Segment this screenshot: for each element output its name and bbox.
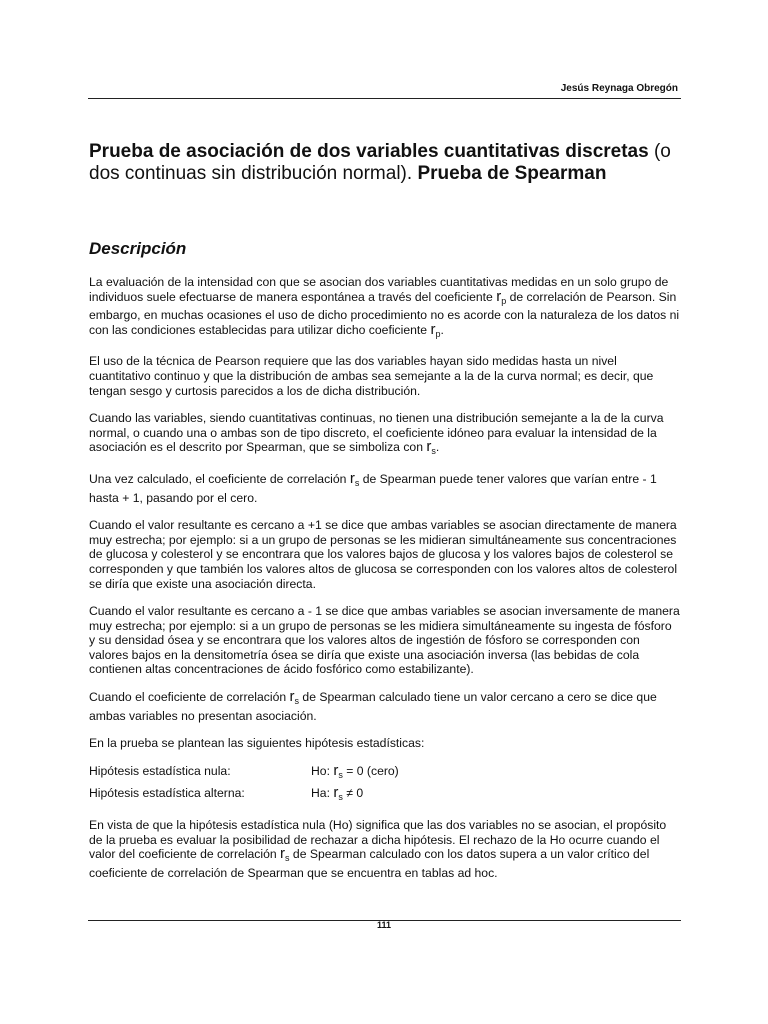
symbol-sub-s: s — [431, 446, 436, 457]
symbol-r: r — [333, 784, 339, 802]
paragraph-1 — [89, 275, 681, 341]
symbol-r: r — [496, 287, 502, 305]
hypothesis-alt-label: Hipótesis estadística alterna: — [89, 786, 245, 801]
hypotheses — [89, 761, 681, 805]
p7-text-b: de Spearman calculado tiene un valor cercano a cero se dice que ambas variables no presentan asociación. — [89, 690, 657, 723]
symbol-r: r — [430, 320, 436, 338]
title-part-1: Prueba de asociación de dos variables cuantitativas discretas — [89, 141, 649, 162]
symbol-r: r — [426, 438, 432, 456]
symbol-r: r — [349, 469, 355, 487]
symbol-r: r — [280, 845, 286, 863]
section-heading: Descripción — [89, 239, 187, 258]
hypothesis-alt-pre: Ha: — [311, 786, 334, 801]
paragraph-3 — [89, 411, 681, 459]
symbol-sub-s: s — [294, 696, 300, 707]
symbol-sub-s: s — [285, 853, 290, 864]
hypothesis-null-post: = 0 (cero) — [342, 763, 399, 778]
paragraph-6: Cuando el valor resultante es cercano a - 1 se dice que ambas variables se asocian inversamente de manera muy estrecha; por ejemplo: si a un grupo de personas se les midiera simultáneamente su ingesta de fósforo y su densidad ósea y se encontrara que los valores altos de ingestión de fósforo se corresponden con valores bajos en la densitometría ósea se diría que existe una asociación inversa (las bebidas de cola contienen altas concentraciones de ácido fosfórico como estabilizante). — [89, 604, 680, 677]
header-rule — [88, 98, 681, 99]
p9-text-b: de Spearman calculado con los datos supera a un valor crítico del coeficiente de correlación de Spearman que se encuentra en tablas ad hoc. — [89, 847, 650, 880]
symbol-r: r — [289, 688, 295, 706]
p1-text-c: . — [440, 322, 444, 337]
paragraph-9 — [89, 818, 681, 880]
symbol-sub-s: s — [338, 792, 343, 803]
symbol-r: r — [333, 761, 339, 779]
hypothesis-alt-post: ≠ 0 — [342, 786, 364, 801]
symbol-sub-s: s — [338, 769, 343, 780]
hypothesis-null — [89, 761, 681, 783]
paragraph-8: En la prueba se plantean las siguientes hipótesis estadísticas: — [89, 736, 425, 751]
title-part-2: (o dos continuas sin distribución normal). — [89, 141, 671, 184]
paragraph-4 — [89, 469, 681, 505]
hypothesis-null-pre: Ho: — [311, 763, 334, 778]
hypothesis-alt-value — [311, 786, 363, 805]
symbol-sub-p: p — [435, 328, 441, 339]
hypothesis-null-value — [311, 761, 399, 783]
p1-text-b: de correlación de Pearson. Sin embargo, en muchas ocasiones el uso de dicho procedimiento no es acorde con la naturaleza de los datos ni con las condiciones establecidas para utilizar dicho coeficiente — [89, 289, 680, 337]
paragraph-2: El uso de la técnica de Pearson requiere que las dos variables hayan sido medidas hasta un nivel cuantitativo continuo y que la distribución de ambas sea semejante a la de la curva normal; es decir, que tengan sesgo y curtosis parecidos a los de dicha distribución. — [89, 354, 654, 398]
hypothesis-alt — [89, 786, 681, 805]
header-author: Jesús Reynaga Obregón — [560, 83, 678, 94]
body-text — [89, 275, 681, 893]
page-title — [89, 141, 679, 185]
p4-text-a: Una vez calculado, el coeficiente de correlación — [89, 471, 350, 486]
hypothesis-null-label: Hipótesis estadística nula: — [89, 763, 231, 778]
p7-text-a: Cuando el coeficiente de correlación — [89, 690, 290, 705]
p1-text-a: La evaluación de la intensidad con que se asocian dos variables cuantitativas medidas en un solo grupo de individuos suele efectuarse de manera espontánea a través del coeficiente — [89, 275, 669, 304]
p3-text-b: . — [435, 440, 440, 455]
page-number: 111 — [376, 920, 392, 930]
symbol-sub-s: s — [354, 477, 360, 488]
paragraph-5: Cuando el valor resultante es cercano a +1 se dice que ambas variables se asocian directamente de manera muy estrecha; por ejemplo: si a un grupo de personas se les midieran simultáneamente sus concentraciones de glucosa y colesterol y se encontrara que los valores bajos de glucosa y los valores bajos de colesterol se corresponden y que también los valores altos de glucosa se corresponden con los valores altos de colesterol se diría que existe una asociación directa. — [89, 518, 678, 591]
p3-text-a: Cuando las variables, siendo cuantitativas continuas, no tienen una distribución semejante a la de la curva normal, o cuando una o ambas son de tipo discreto, el coeficiente idóneo para evaluar la intensidad de la asociación es el descrito por Spearman, que se simboliza con — [89, 411, 664, 455]
symbol-sub-p: p — [501, 295, 507, 306]
p4-text-b: de Spearman puede tener valores que varían entre - 1 hasta + 1, pasando por el cero. — [89, 471, 657, 505]
title-part-3: Prueba de Spearman — [417, 163, 607, 184]
p9-text-a: En vista de que la hipótesis estadística nula (Ho) significa que las dos variables no se asocian, el propósito de la prueba es evaluar la posibilidad de rechazar a dicha hipótesis. El rechazo de la Ho ocurre cuando el valor del coeficiente de correlación — [89, 818, 667, 862]
paragraph-7 — [89, 690, 681, 723]
